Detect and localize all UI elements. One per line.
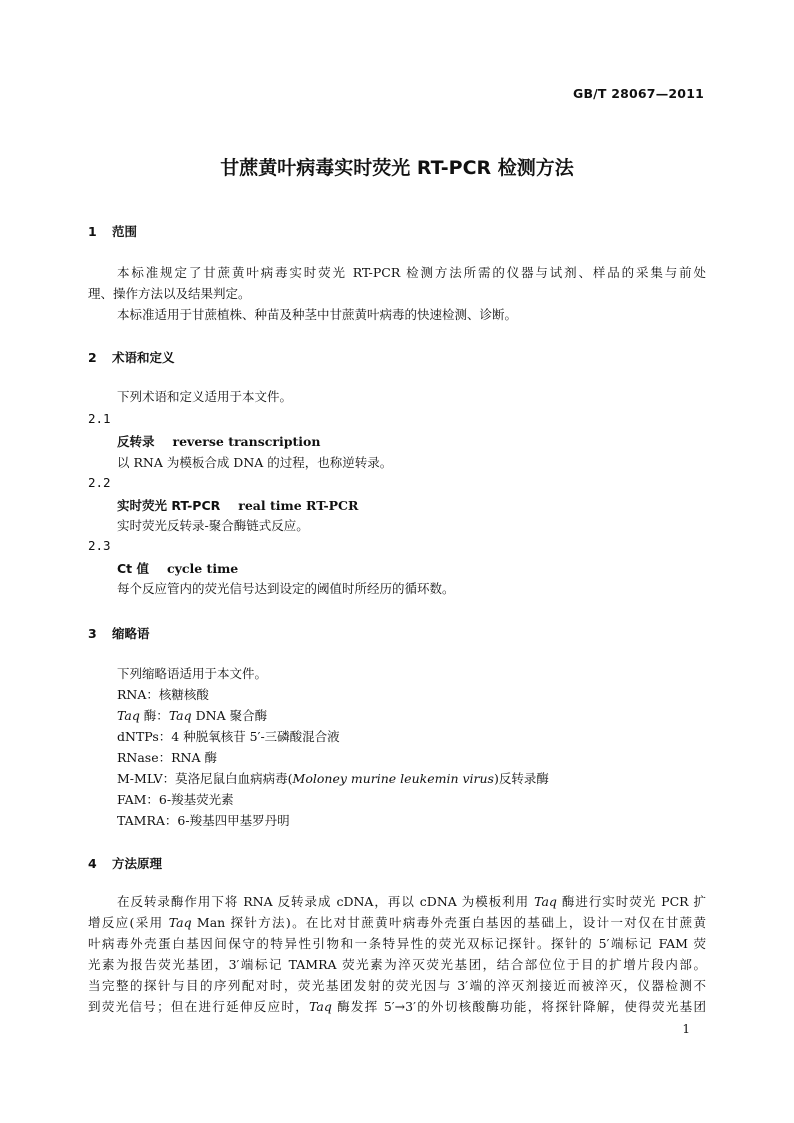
paragraph-line: 本标准规定了甘蔗黄叶病毒实时荧光 RT-PCR 检测方法所需的仪器与试剂、样品的采集与前处 (117, 265, 706, 280)
term-title (117, 496, 358, 514)
paragraph-line: 叶病毒外壳蛋白基因间保守的特异性引物和一条特异性的荧光双标记探针。探针的 5′端标记 FAM 荧 (88, 936, 706, 951)
term-title (117, 432, 320, 450)
abbr-item: dNTPs：4 种脱氧核苷 5′-三磷酸混合液 (117, 729, 340, 744)
line-text: Man 探针方法)。在比对甘蔗黄叶病毒外壳蛋白基因的基础上，设计一对仅在甘蔗黄 (191, 915, 706, 930)
line-text: 酶发挥 5′→3′的外切核酸酶功能，将探针降解，使得荧光基团 (331, 999, 706, 1014)
section-number: 1 (88, 224, 97, 239)
line-text: 到荧光信号；但在进行延伸反应时， (88, 999, 310, 1014)
abbr-item: RNA：核糖核酸 (117, 687, 209, 702)
term-number: 2.3 (88, 538, 111, 553)
section-title: 方法原理 (112, 856, 163, 871)
section-4-heading (88, 854, 162, 872)
italic-text: Taq (534, 894, 557, 909)
section-3-heading (88, 624, 150, 642)
abbr-text: 酶： (139, 708, 169, 723)
section-number: 4 (88, 856, 97, 871)
paragraph-line: 当完整的探针与目的序列配对时，荧光基团发射的荧光因与 3′端的淬灭剂接近而被淬灭，仪器检测不 (88, 978, 706, 993)
standard-code: GB/T 28067—2011 (572, 86, 704, 101)
abbr-text: M-MLV：莫洛尼鼠白血病病毒( (117, 771, 293, 786)
paragraph-line: 光素为报告荧光基团，3′端标记 TAMRA 荧光素为淬灭荧光基团，结合部位位于目的扩增片段内部。 (88, 957, 706, 972)
paragraph-line (88, 891, 706, 912)
line-text: 在反转录酶作用下将 RNA 反转录成 cDNA，再以 cDNA 为模板利用 (117, 894, 535, 909)
abbr-item: TAMRA：6-羧基四甲基罗丹明 (117, 813, 290, 828)
abbr-item: FAM：6-羧基荧光素 (117, 792, 234, 807)
term-zh: 实时荧光 RT-PCR (117, 498, 221, 513)
section-2-heading (88, 348, 175, 366)
line-text: 酶进行实时荧光 PCR 扩 (556, 894, 706, 909)
section-title: 缩略语 (112, 626, 150, 641)
page-title: 甘蔗黄叶病毒实时荧光 RT-PCR 检测方法 (220, 157, 574, 179)
term-number: 2.2 (88, 475, 111, 490)
section-title: 范围 (112, 224, 138, 239)
section-1-heading (88, 222, 137, 240)
italic-text: Taq (309, 999, 332, 1014)
abbr-item (117, 705, 267, 726)
section-title: 术语和定义 (112, 350, 175, 365)
paragraph-line: 理、操作方法以及结果判定。 (88, 286, 251, 301)
page-number: 1 (682, 1022, 690, 1036)
term-definition: 实时荧光反转录-聚合酶链式反应。 (117, 518, 309, 533)
term-definition: 以 RNA 为模板合成 DNA 的过程，也称逆转录。 (117, 455, 393, 470)
term-en: reverse transcription (172, 434, 321, 449)
italic-text: Taq (117, 708, 140, 723)
line-text: 增反应(采用 (88, 915, 169, 930)
term-zh: Ct 值 (117, 561, 150, 576)
abbr-text: )反转录酶 (493, 771, 549, 786)
italic-text: Taq (168, 915, 192, 930)
scope-paragraph-2: 本标准适用于甘蔗植株、种苗及种茎中甘蔗黄叶病毒的快速检测、诊断。 (117, 307, 518, 322)
italic-text: Taq (168, 708, 192, 723)
abbr-item: RNase：RNA 酶 (117, 750, 217, 765)
section-number: 2 (88, 350, 97, 365)
principle-paragraph (88, 891, 706, 1017)
abbr-intro: 下列缩略语适用于本文件。 (117, 666, 268, 681)
term-zh: 反转录 (117, 434, 155, 449)
section-number: 3 (88, 626, 97, 641)
term-definition: 每个反应管内的荧光信号达到设定的阈值时所经历的循环数。 (117, 581, 455, 596)
term-en: real time RT-PCR (238, 498, 359, 513)
term-en: cycle time (167, 561, 239, 576)
abbr-item (117, 768, 549, 789)
term-number: 2.1 (88, 411, 111, 426)
paragraph-line (88, 912, 706, 933)
term-title (117, 559, 238, 577)
scope-paragraph-1 (88, 262, 706, 283)
italic-text: Moloney murine leukemin virus (292, 771, 494, 786)
abbr-text: DNA 聚合酶 (191, 708, 268, 723)
terms-intro: 下列术语和定义适用于本文件。 (117, 389, 293, 404)
paragraph-line (88, 996, 706, 1017)
